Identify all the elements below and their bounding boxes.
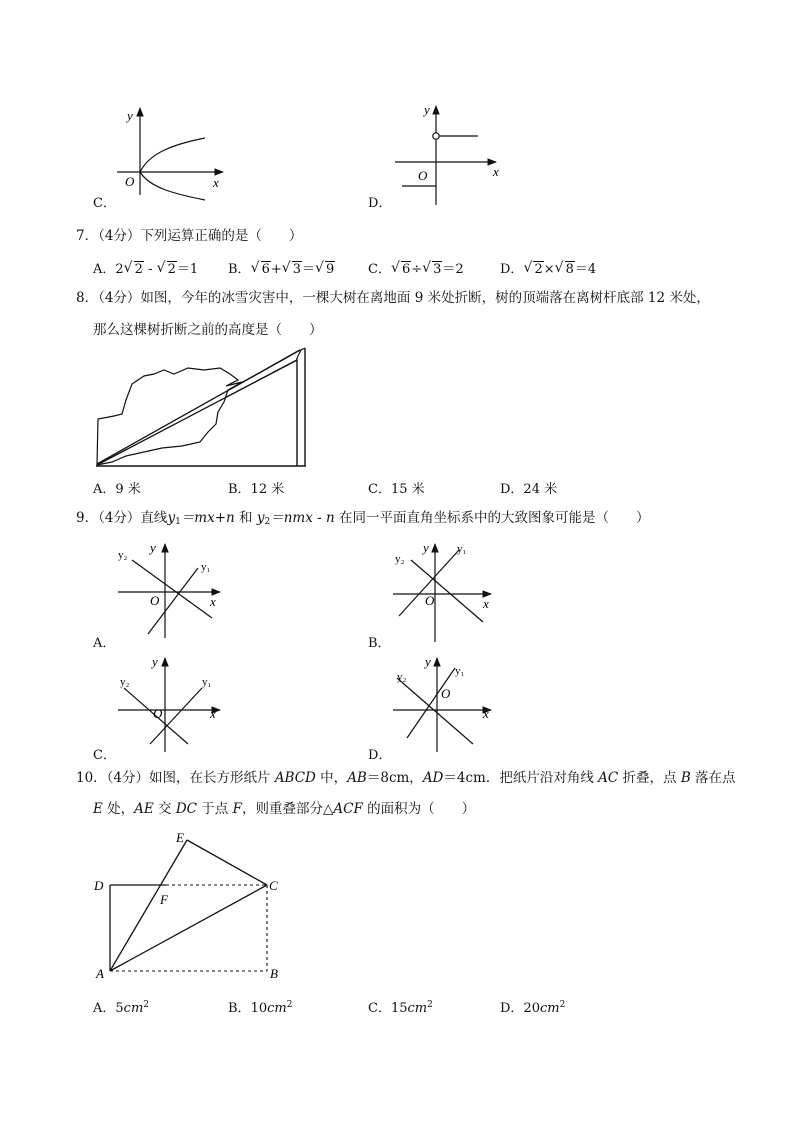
x-label: x [213,175,219,190]
x-label: x [210,594,216,609]
x-label: x [210,706,216,721]
q6-graph-d [390,100,510,205]
line-y2 [397,678,473,744]
q6-option-c: C． [93,196,116,211]
q9-graph-a [110,538,230,638]
q7-option-d: D．√ 2×√ 8＝4 [500,258,596,277]
point-c-label: C [269,878,278,893]
q10-fold-figure [90,826,300,986]
origin-label: O [425,593,435,608]
q7-option-a: A．2√ 2 - √ 2＝1 [93,258,198,277]
y2-label: y₂ [395,553,405,565]
y-label: y [152,654,158,669]
q8-option-a: A．9 米 [93,482,141,497]
diagonal-ac [110,885,267,971]
q10-stem-line1: 10．（4分）如图，在长方形纸片 ABCD 中，AB＝8cm，AD＝4cm．把纸片沿对角线 AC 折叠，点 B 落在点 [76,770,736,786]
q7-stem: 7．（4分）下列运算正确的是（ ） [76,228,303,244]
q8-stem-line1: 8．（4分）如图，今年的冰雪灾害中，一棵大树在离地面 9 米处折断，树的顶端落在离树杆底部 12 米处， [76,290,710,306]
point-a-label: A [96,966,104,981]
q8-option-b: B．12 米 [228,482,285,497]
line-y2 [132,560,212,618]
y1-label: y₁ [202,676,212,688]
q9-option-d: D． [368,748,392,763]
q10-stem-line2: E 处，AE 交 DC 于点 F，则重叠部分△ACF 的面积为（ ） [93,801,476,817]
q9-graph-c [110,652,230,752]
trunk-break [297,348,305,358]
tree-crown [97,368,242,465]
q9-option-a: A． [93,636,116,651]
y-label: y [127,108,133,123]
x-label: x [483,706,489,721]
q9-stem: 9．（4分）直线$y_1=mx+n$ 和 $y_2=nmx - n$ 在同一平面直角坐标系中的大致图象可能是（ ） [76,510,650,527]
origin-label: O [418,168,428,183]
y1-label: y₁ [201,561,211,573]
y1-label: y₁ [455,665,465,677]
y-label: y [425,654,431,669]
q8-tree-figure [92,344,312,469]
segment-ae [110,840,187,971]
q7-option-b: B．√ 6+√ 3＝√ 9 [228,258,335,277]
y-label: y [423,540,429,555]
point-b-label: B [270,966,278,981]
q8-option-d: D．24 米 [500,482,558,497]
y1-label: y₁ [457,543,467,555]
line-y1 [407,668,455,738]
q9-option-b: B． [368,636,391,651]
q9-option-c: C． [93,748,116,763]
q10-option-d: D．$20cm^2$ [500,1000,566,1016]
q8-option-c: C．15 米 [368,482,425,497]
origin-label: O [153,706,163,721]
point-e-label: E [176,830,184,845]
origin-label: O [125,174,135,189]
origin-label: O [150,593,160,608]
parabola-curve [140,138,205,200]
q9-graph-b [385,538,505,643]
y-label: y [150,540,156,555]
y2-label: y₂ [118,549,128,561]
q6-option-d: D． [368,196,392,211]
q10-option-b: B．$10cm^2$ [228,1000,293,1016]
y2-label: y₂ [397,671,407,683]
x-label: x [493,164,499,179]
segment-ec [187,840,267,885]
y-label: y [424,102,430,117]
x-label: x [483,596,489,611]
q8-stem-line2: 那么这棵树折断之前的高度是（ ） [93,322,323,338]
origin-label: O [441,686,451,701]
q6-graph-c [105,100,235,195]
q9-graph-d [385,652,505,752]
y2-label: y₂ [120,676,130,688]
q10-option-c: C．$15cm^2$ [368,1000,433,1016]
point-d-label: D [94,878,104,893]
q10-option-a: A．$5cm^2$ [93,1000,150,1016]
open-circle [433,133,439,139]
q7-option-c: C．√ 6÷√ 3＝2 [368,258,464,277]
point-f-label: F [160,892,168,907]
